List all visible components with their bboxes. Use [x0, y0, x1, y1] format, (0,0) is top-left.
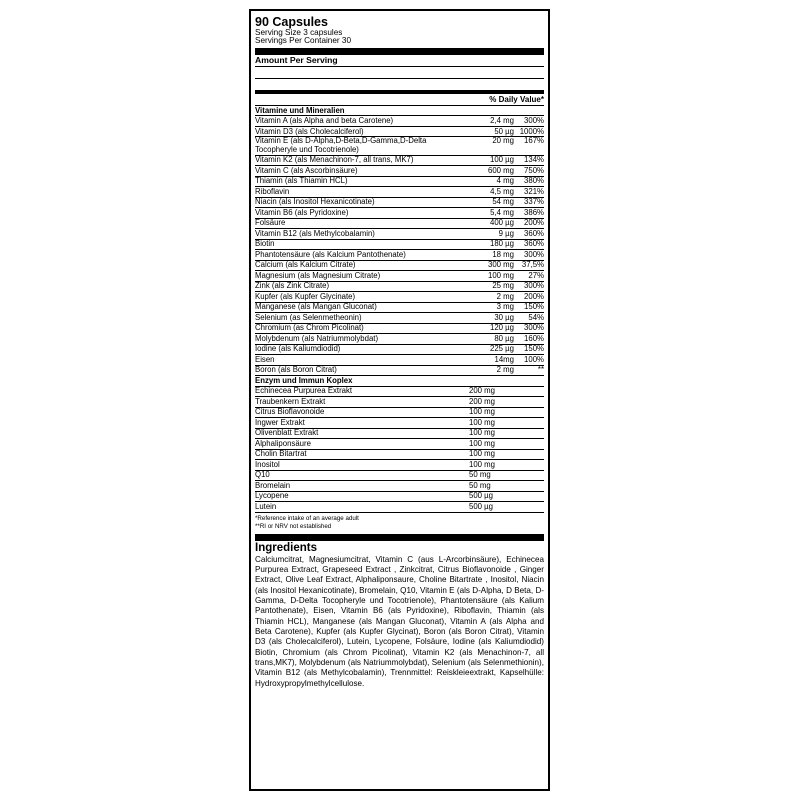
nutrient-amount: 5,4 mg — [490, 207, 514, 217]
thick-divider — [255, 534, 544, 541]
nutrient-name: Folsäure — [255, 219, 286, 228]
nutrient-row — [255, 312, 544, 323]
nutrient-amount: 20 mg — [492, 136, 514, 146]
ingredient-amount: 500 µg — [469, 491, 494, 501]
nutrient-amount: 25 mg — [492, 281, 514, 291]
nutrient-row — [255, 228, 544, 239]
nutrient-amount: 100 mg — [487, 270, 514, 280]
ingredient-amount: 200 mg — [469, 386, 496, 396]
nutrient-amount: 2,4 mg — [490, 116, 514, 126]
nutrient-daily-value: 37,5% — [521, 260, 544, 270]
nutrient-amount: 80 µg — [494, 333, 514, 343]
nutrient-amount: 400 µg — [489, 218, 514, 228]
nutrient-daily-value: 100% — [524, 354, 544, 364]
nutrient-name: Vitamin K2 (als Menachinon-7, all trans, MK7) — [255, 156, 414, 165]
nutrient-amount: 18 mg — [492, 249, 514, 259]
ingredient-name: Citrus Bioflavonoide — [255, 408, 325, 417]
nutrient-name: Phantotensäure (als Kalcium Pantothenate) — [255, 250, 406, 259]
footnote-reference: *Reference intake of an average adult — [255, 514, 359, 522]
nutrient-daily-value: 386% — [524, 207, 544, 217]
nutrient-daily-value: 160% — [524, 333, 544, 343]
product-title: 90 Capsules — [255, 15, 328, 29]
servings-per-container: Servings Per Container 30 — [255, 36, 352, 46]
complex-row — [255, 396, 544, 407]
ingredient-name: Bromelain — [255, 481, 291, 490]
serving-size: Serving Size 3 capsules — [255, 28, 343, 37]
ingredient-name: Cholin Bitartrat — [255, 450, 307, 459]
nutrient-amount: 600 mg — [487, 165, 514, 175]
nutrient-amount: 14mg — [494, 354, 514, 364]
nutrient-daily-value: 300% — [524, 281, 544, 291]
complex-row — [255, 491, 544, 502]
ingredient-name: Inositol — [255, 460, 280, 469]
nutrient-name: Kupfer (als Kupfer Glycinate) — [255, 292, 356, 301]
nutrient-name: Vitamin A (als Alpha and beta Carotene) — [255, 117, 394, 126]
nutrient-name: Biotin — [255, 240, 275, 249]
nutrient-amount: 120 µg — [489, 323, 514, 333]
nutrient-row — [255, 260, 544, 271]
nutrient-name: Vitamin B12 (als Methylcobalamin) — [255, 229, 375, 238]
nutrient-amount: 4 mg — [496, 176, 514, 186]
nutrient-name: Vitamin C (als Ascorbinsäure) — [255, 166, 358, 175]
nutrient-daily-value: ** — [537, 365, 544, 375]
nutrient-name: Selenium (as Selenmetheonin) — [255, 313, 362, 322]
ingredient-amount: 200 mg — [469, 396, 496, 406]
nutrient-name: Boron (als Boron Citrat) — [255, 366, 337, 375]
nutrient-daily-value: 360% — [524, 239, 544, 249]
nutrient-amount: 4,5 mg — [490, 186, 514, 196]
ingredient-name: Alphaliponsäure — [255, 439, 311, 448]
nutrient-name: Zink (als Zink Citrate) — [255, 282, 330, 291]
nutrient-row — [255, 126, 544, 137]
nutrient-amount: 180 µg — [489, 239, 514, 249]
nutrient-row — [255, 176, 544, 187]
ingredient-amount: 500 µg — [469, 501, 494, 511]
nutrient-name: Chromium (as Chrom Picolinat) — [255, 324, 364, 333]
ingredient-amount: 100 mg — [469, 459, 496, 469]
nutrient-row — [255, 302, 544, 313]
nutrient-row — [255, 249, 544, 260]
complex-row — [255, 470, 544, 481]
ingredient-amount: 50 mg — [469, 480, 491, 490]
nutrient-name: Calcium (als Kalcium Citrate) — [255, 261, 356, 270]
nutrient-daily-value: 150% — [524, 302, 544, 312]
nutrient-name: Molybdenum (als Natriummolybdat) — [255, 334, 379, 343]
nutrient-amount: 2 mg — [496, 291, 514, 301]
nutrient-amount: 3 mg — [496, 302, 514, 312]
ingredient-amount: 100 mg — [469, 407, 496, 417]
nutrient-row — [255, 186, 544, 197]
complex-row — [255, 417, 544, 428]
ingredient-name: Olivenblatt Extrakt — [255, 429, 319, 438]
complex-row — [255, 501, 544, 512]
nutrient-name: Vitamin B6 (als Pyridoxine) — [255, 208, 349, 217]
section-vitamins — [255, 105, 544, 116]
ingredient-name: Lycopene — [255, 492, 289, 501]
blank-row — [255, 79, 544, 90]
nutrient-amount: 30 µg — [494, 312, 514, 322]
ingredients-title: Ingredients — [255, 541, 317, 554]
nutrient-row — [255, 270, 544, 281]
daily-value-header: % Daily Value* — [489, 94, 544, 104]
section-title: Enzym und Immun Koplex — [255, 376, 353, 385]
nutrient-daily-value: 27% — [528, 270, 544, 280]
nutrient-name: Eisen — [255, 355, 275, 364]
ingredient-amount: 100 mg — [469, 428, 496, 438]
blank-row — [255, 67, 544, 78]
complex-row — [255, 386, 544, 397]
ingredient-amount: 100 mg — [469, 438, 496, 448]
nutrient-row — [255, 155, 544, 166]
nutrient-daily-value: 300% — [524, 323, 544, 333]
nutrient-row — [255, 136, 544, 154]
ingredient-name: Lutein — [255, 502, 277, 511]
ingredient-name: Traubenkern Extrakt — [255, 397, 326, 406]
ingredient-amount: 50 mg — [469, 470, 491, 480]
nutrient-daily-value: 150% — [524, 344, 544, 354]
nutrient-amount: 300 mg — [487, 260, 514, 270]
nutrient-name: Manganese (als Mangan Gluconat) — [255, 303, 377, 312]
nutrient-name: Thiamin (als Thiamin HCL) — [255, 177, 348, 186]
vitamin-rows — [255, 115, 544, 375]
nutrient-name: Vitamin E (als D-Alpha,D-Beta,D-Gamma,D-Delta Tocopheryle und Tocotrienole) — [255, 137, 427, 154]
complex-row — [255, 459, 544, 470]
nutrient-daily-value: 200% — [524, 218, 544, 228]
nutrient-daily-value: 300% — [524, 116, 544, 126]
nutrient-row — [255, 323, 544, 334]
nutrient-daily-value: 360% — [524, 228, 544, 238]
section-title: Vitamine und Mineralien — [255, 106, 345, 115]
nutrient-amount: 54 mg — [492, 197, 514, 207]
nutrient-daily-value: 54% — [528, 312, 544, 322]
nutrient-daily-value: 337% — [524, 197, 544, 207]
nutrient-row — [255, 218, 544, 229]
nutrient-amount: 9 µg — [498, 228, 514, 238]
nutrient-row — [255, 281, 544, 292]
nutrient-daily-value: 200% — [524, 291, 544, 301]
ingredient-amount: 100 mg — [469, 449, 496, 459]
nutrient-daily-value: 134% — [524, 155, 544, 165]
nutrient-row — [255, 365, 544, 376]
nutrient-row — [255, 239, 544, 250]
thick-divider — [255, 48, 544, 55]
complex-row — [255, 438, 544, 449]
nutrient-name: Riboflavin — [255, 187, 290, 196]
ingredient-name: Q10 — [255, 471, 270, 480]
nutrient-name: Niacin (als Inositol Hexanicotinate) — [255, 198, 375, 207]
nutrient-daily-value: 300% — [524, 249, 544, 259]
nutrient-amount: 100 µg — [489, 155, 514, 165]
nutrient-name: Iodine (als Kaliumdiodid) — [255, 345, 341, 354]
ingredients-text: Calciumcitrat, Magnesiumcitrat, Vitamin C (aus L-Arcorbinsäure), Echinecea Purpurea Extract, Grapeseed Extract , Zinkcitrat, Citrus Bioflavonoide , Ginger Extract, Olive Leaf Extract, Alphaliponsaure, Choline Bitartrate , Inositol, Niacin (als Inositol Hexanicotinate), Bromelain, Q10, Vitamin E (als D-Alpha, D Beta, D-Gamma, D-Delta Tocopheryle und Tocotrienole), Phantotensäure (als Kalium Pantothenate), Eisen, Vitamin B6 (als Pyridoxine), Riboflavin, Thiamin (als Thiamin HCL), Manganese (als Mangan Gluconat), Vitamin A (als Alpha and Beta Carotene), Kupfer (als Kupfer Glycinat), Boron (als Boron Citrat), Vitamin D3 (als Cholecalciferol), Lutein, Lycopene, Folsäure, Iodine (als Kaliumdiodid) Biotin, Chromium (als Chrom Picolinat), Vitamin K2 (als Menachinon-7, all trans,MK7), Molybdenum (als Natriummolybdat), Selenium (als Selenmethionin), Vitamin B12 (als Methylcobalamin), Trennmittel: Reiskleieextrakt, Kapselhülle: Hydroxypropylmethylcellulose. — [255, 554, 544, 688]
nutrient-row — [255, 354, 544, 365]
section-enzymes — [255, 375, 544, 386]
nutrient-daily-value: 380% — [524, 176, 544, 186]
nutrient-row — [255, 115, 544, 126]
nutrient-daily-value: 1000% — [519, 126, 544, 136]
nutrient-daily-value: 321% — [524, 186, 544, 196]
nutrient-amount: 225 µg — [489, 344, 514, 354]
complex-row — [255, 480, 544, 491]
nutrient-daily-value: 750% — [524, 165, 544, 175]
complex-row — [255, 449, 544, 460]
nutrient-row — [255, 291, 544, 302]
complex-row — [255, 407, 544, 418]
ingredient-amount: 100 mg — [469, 417, 496, 427]
nutrient-daily-value: 167% — [524, 136, 544, 146]
nutrient-row — [255, 197, 544, 208]
nutrient-row — [255, 344, 544, 355]
nutrient-name: Magnesium (als Magnesium Citrate) — [255, 271, 381, 280]
supplement-facts-panel — [249, 9, 550, 791]
complex-row — [255, 428, 544, 439]
nutrient-row — [255, 165, 544, 176]
nutrient-name: Vitamin D3 (als Cholecalciferol) — [255, 127, 364, 136]
footnote-not-established: **RI or NRV not established — [255, 523, 332, 531]
enzyme-rows — [255, 386, 544, 512]
nutrient-amount: 2 mg — [496, 365, 514, 375]
nutrient-row — [255, 207, 544, 218]
ingredient-name: Echinecea Purpurea Extrakt — [255, 387, 353, 396]
amount-per-serving: Amount Per Serving — [255, 54, 338, 65]
nutrient-row — [255, 333, 544, 344]
ingredient-name: Ingwer Extrakt — [255, 418, 305, 427]
nutrient-amount: 50 µg — [494, 126, 514, 136]
